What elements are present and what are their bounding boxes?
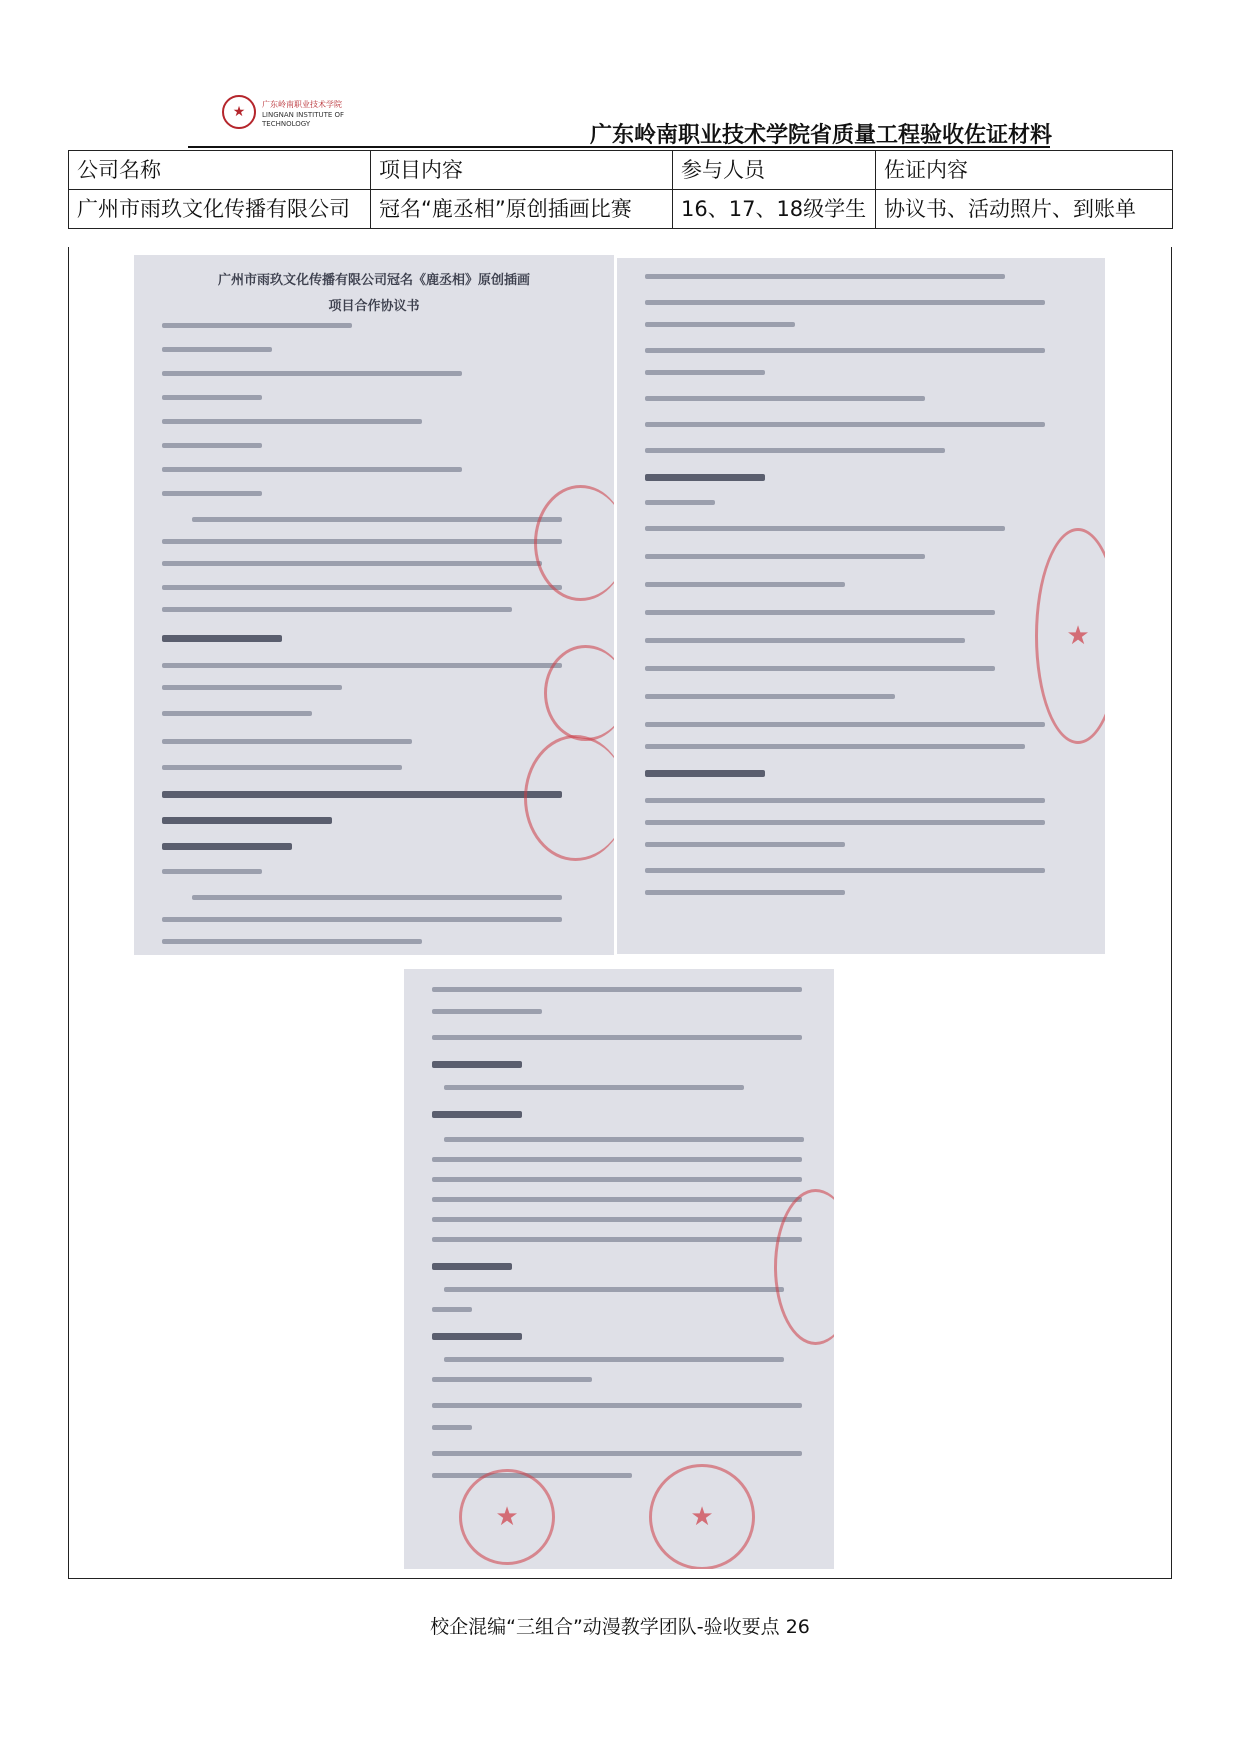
header-project: 项目内容 — [371, 151, 673, 190]
company-stamp — [544, 645, 614, 741]
institution-logo — [222, 95, 352, 135]
table-header-row — [69, 151, 1173, 190]
company-stamp — [534, 485, 614, 601]
company-stamp — [524, 735, 614, 861]
company-stamp — [774, 1189, 834, 1345]
company-stamp: ★ — [459, 1469, 555, 1565]
scan-agreement-page-3 — [404, 969, 834, 1569]
header-company: 公司名称 — [69, 151, 371, 190]
cell-company: 广州市雨玖文化传播有限公司 — [69, 190, 371, 229]
info-table — [68, 150, 1173, 229]
company-stamp: ★ — [1035, 528, 1105, 744]
scan-agreement-page-2 — [617, 258, 1105, 954]
school-stamp: ★ — [649, 1464, 755, 1569]
header-participants: 参与人员 — [673, 151, 876, 190]
cell-evidence: 协议书、活动照片、到账单 — [876, 190, 1173, 229]
logo-en-text: LINGNAN INSTITUTE OF TECHNOLOGY — [262, 111, 345, 128]
table-row — [69, 190, 1173, 229]
scan-subtitle: 项目合作协议书 — [328, 299, 420, 314]
cell-participants: 16、17、18级学生 — [673, 190, 876, 229]
page-footer: 校企混编“三组合”动漫教学团队-验收要点 26 — [430, 1616, 810, 1638]
cell-project: 冠名“鹿丞相”原创插画比赛 — [371, 190, 673, 229]
scan-agreement-page-1 — [134, 255, 614, 955]
page-title: 广东岭南职业技术学院省质量工程验收佐证材料 — [589, 123, 1052, 148]
header-divider — [188, 146, 1050, 148]
seal-icon: ★ — [222, 95, 256, 129]
logo-cn-text: 广东岭南职业技术学院 — [262, 100, 342, 109]
header-evidence: 佐证内容 — [876, 151, 1173, 190]
scan-title: 广州市雨玖文化传播有限公司冠名《鹿丞相》原创插画 — [217, 273, 530, 288]
